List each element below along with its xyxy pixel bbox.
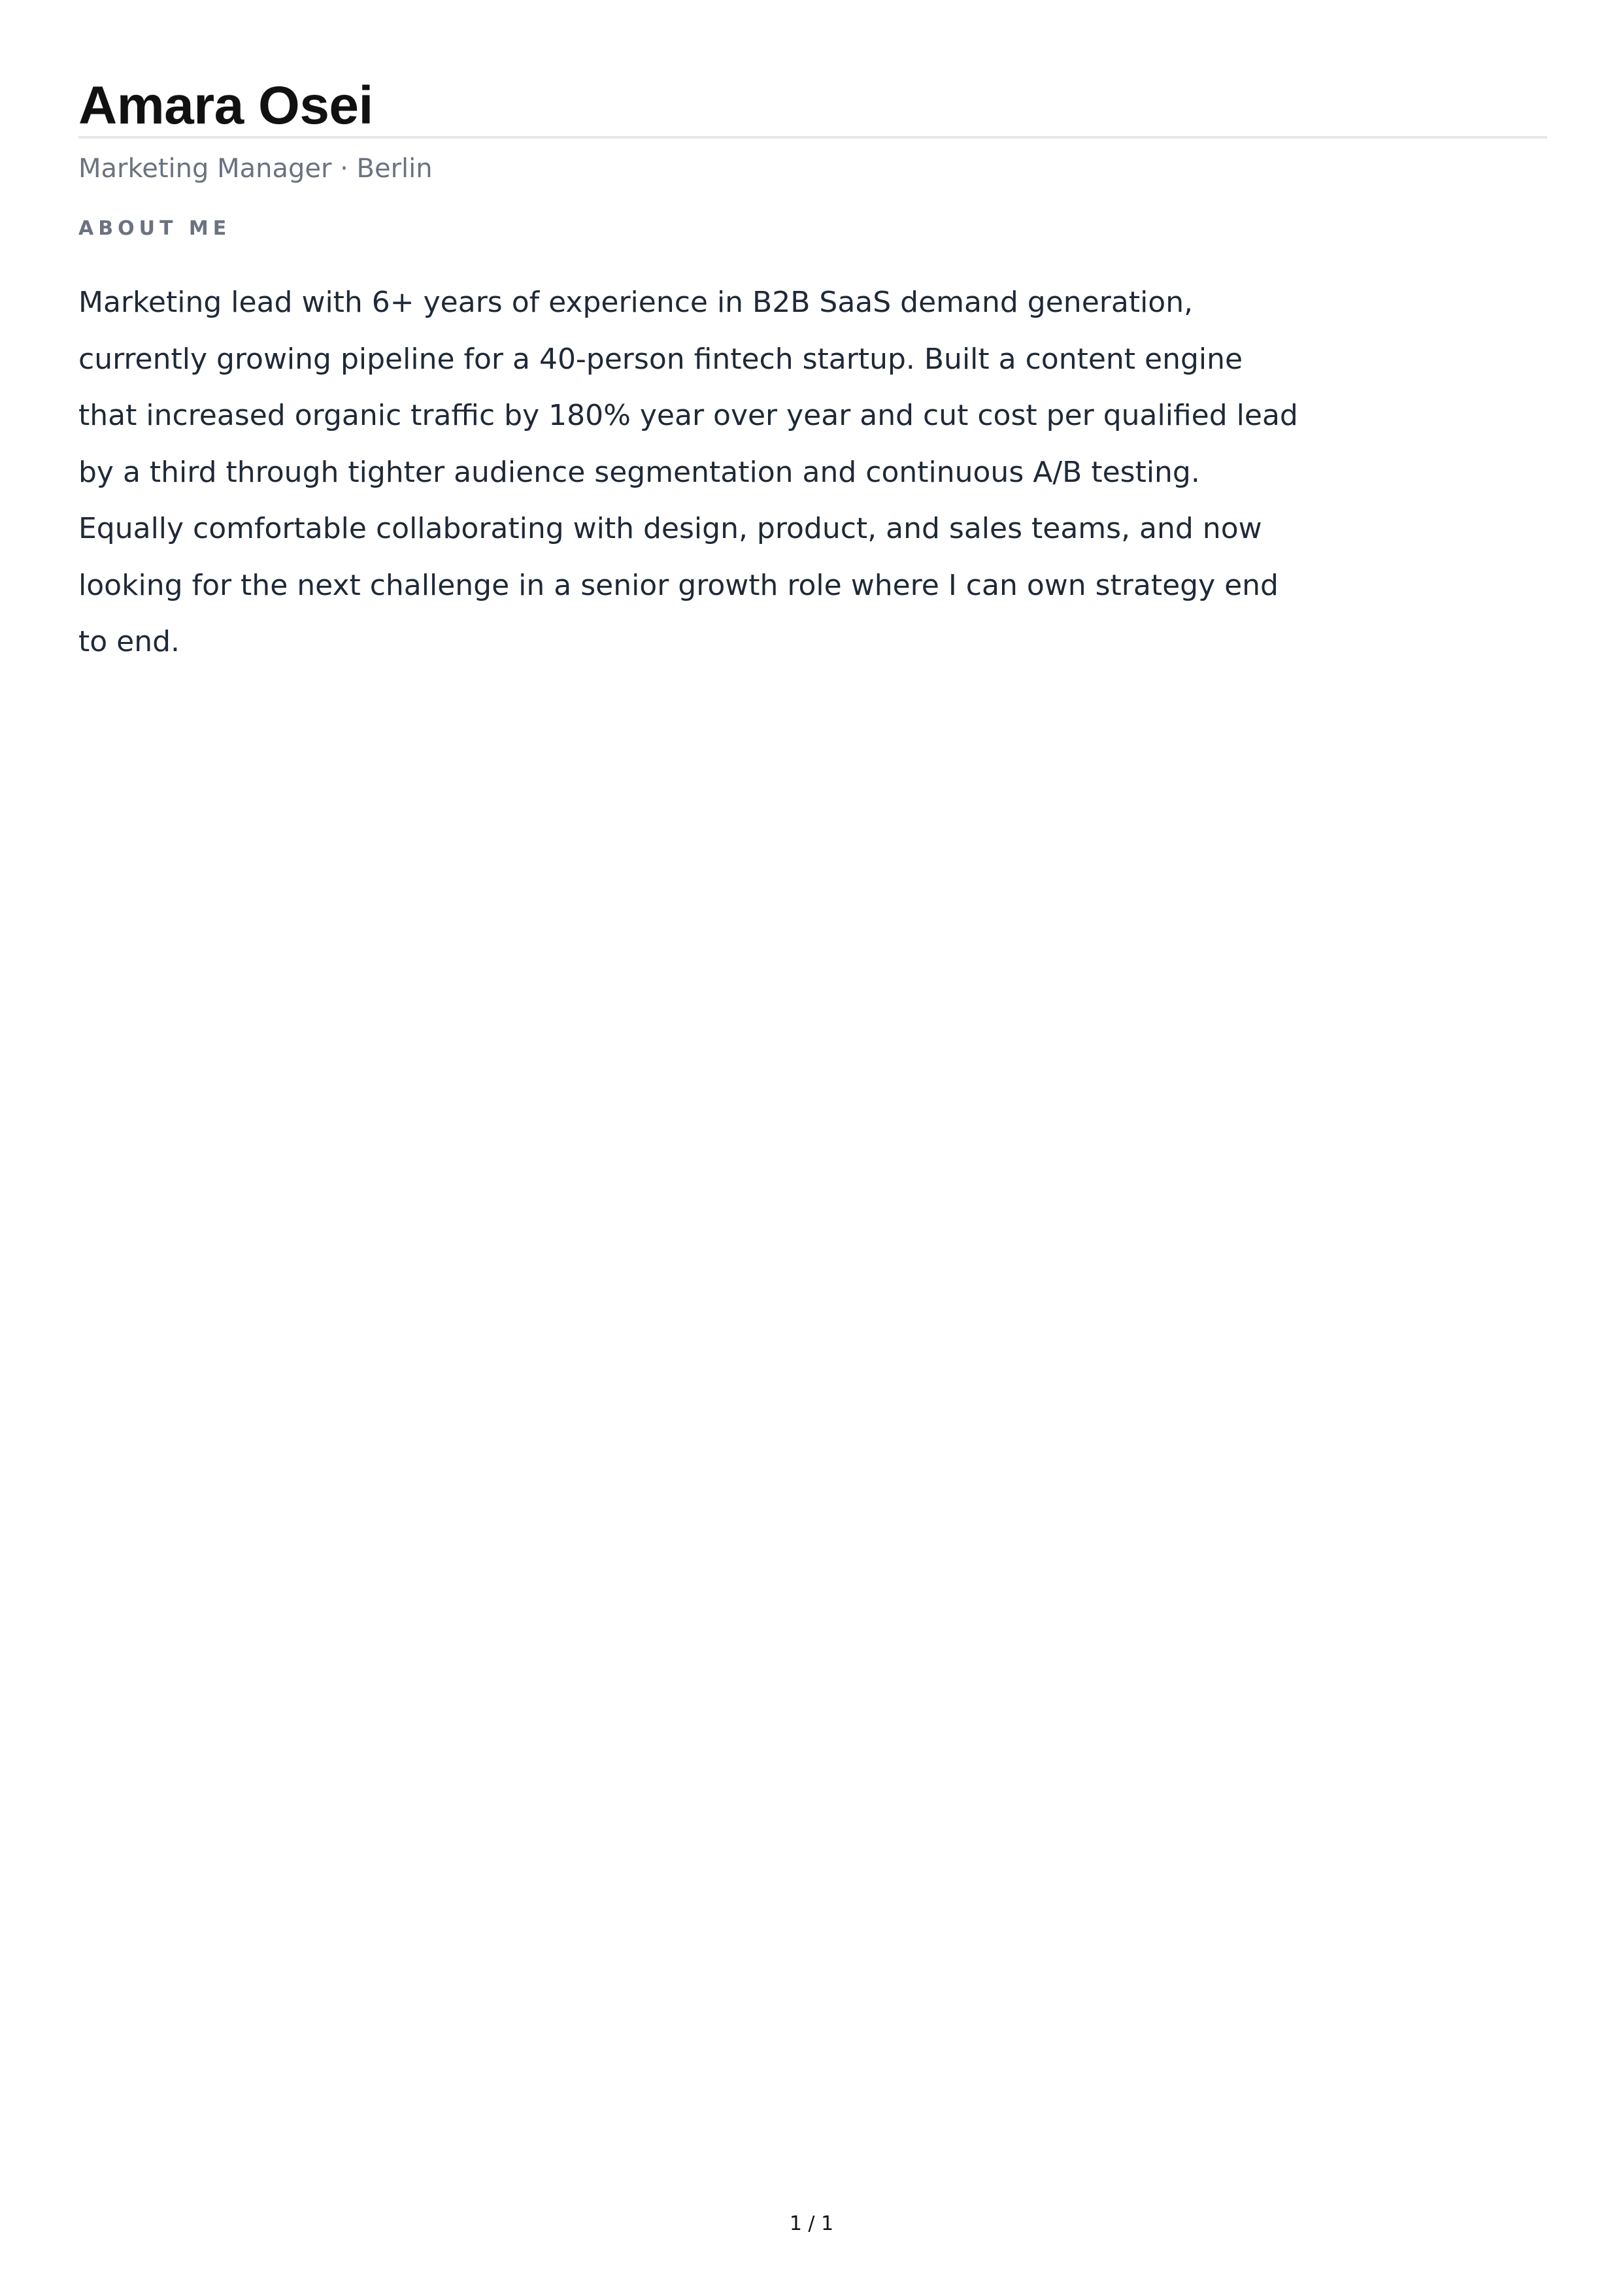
page-number: 1 / 1 [789,2212,834,2235]
about-line: Equally comfortable collaborating with design, product, and sales teams, and now [78,512,1262,545]
about-paragraph [78,275,1360,671]
header-divider [78,136,1547,139]
person-name: Amara Osei [78,76,373,135]
section-heading-about: ABOUT ME [78,217,231,240]
job-title-location: Marketing Manager · Berlin [78,154,433,184]
about-line: looking for the next challenge in a senior growth role where I can own strategy end [78,568,1279,602]
about-line: Marketing lead with 6+ years of experience in B2B SaaS demand generation, [78,286,1194,319]
about-line: by a third through tighter audience segmentation and continuous A/B testing. [78,455,1200,489]
about-line: currently growing pipeline for a 40-person fintech startup. Built a content engine [78,342,1243,376]
about-line: that increased organic traffic by 180% year over year and cut cost per qualified lead [78,399,1298,432]
about-line: to end. [78,625,180,658]
header [78,73,1547,139]
